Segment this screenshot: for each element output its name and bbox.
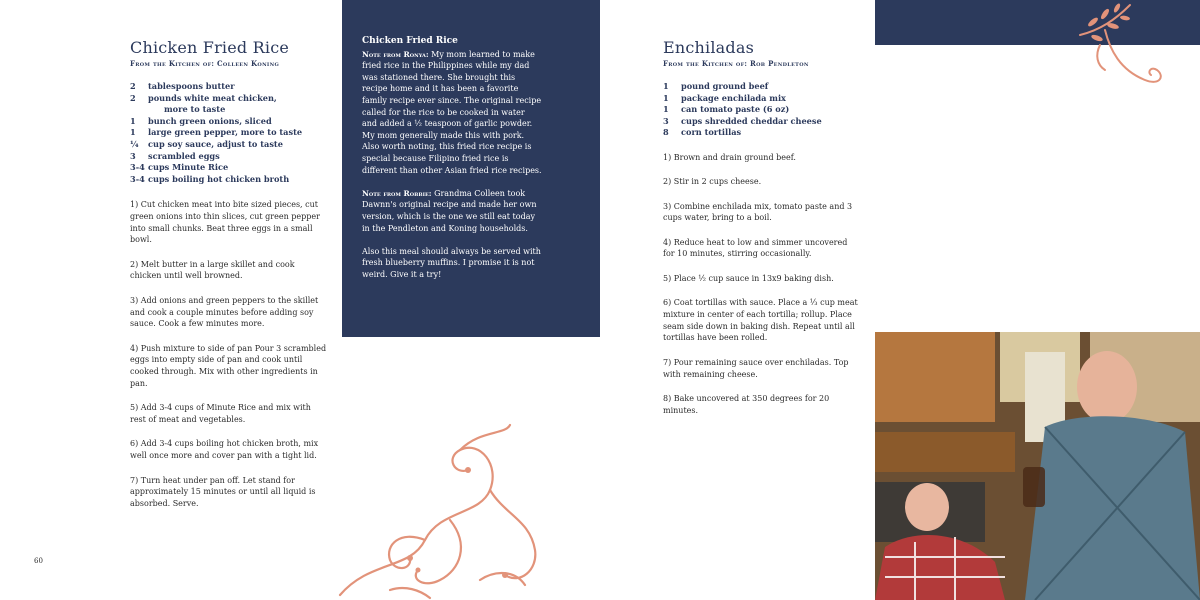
kitchen-credit: From the Kitchen of: Colleen Koning [130,59,280,68]
instructions [130,199,328,522]
step-4: 4) Reduce heat to low and simmer uncovered for 10 minutes, stirring occasionally. [663,237,848,259]
step-1: 1) Brown and drain ground beef. [663,153,796,162]
ingredient-row: 1 can tomato paste (6 oz) [663,104,790,115]
kitchen-credit: From the Kitchen of: Rob Pendleton [663,59,809,68]
ingredient-row: 3 scrambled eggs [130,150,220,161]
page-number: 60 [34,557,43,565]
ingredients-list [663,81,863,139]
ingredient-row: 1 package enchilada mix [663,92,786,103]
ingredient-row: 1 bunch green onions, sliced [130,115,272,126]
family-photo [875,332,1200,600]
step-4: 4) Push mixture to side of pan Pour 3 scrambled eggs into empty side of pan and cook until cooked through. Mix with other ingredients in pan. [130,343,327,389]
ingredient-row: 3-4 cups Minute Rice [130,162,229,173]
photo-illustration [875,332,1200,600]
note-title: Chicken Fried Rice [362,36,458,46]
step-5: 5) Add 3-4 cups of Minute Rice and mix with rest of meat and vegetables. [130,403,311,425]
step-7: 7) Turn heat under pan off. Let stand for approximately 15 minutes or until all liquid is absorbed. Serve. [130,475,316,509]
step-2: 2) Melt butter in a large skillet and cook chicken until well browned. [130,259,295,281]
step-7: 7) Pour remaining sauce over enchiladas. Top with remaining cheese. [663,357,849,379]
step-3: 3) Combine enchilada mix, tomato paste and 3 cups water, bring to a boil. [663,201,853,223]
ingredient-row: 1 large green pepper, more to taste [130,127,303,138]
ingredient-row: ¼ cup soy sauce, adjust to taste [130,138,283,149]
ingredient-row: 3-4 cups boiling hot chicken broth [130,173,290,184]
leaf-branch-ornament-icon [1075,0,1175,100]
note-muffins: Also this meal should always be served with fresh blueberry muffins. I promise it is not weird. Give it a try! [362,246,541,279]
step-6: 6) Coat tortillas with sauce. Place a ⅓ cup meat mixture in center of each tortilla; rollup. Place seam side down in baking dish. Repeat until all tortillas have been rolled. [663,298,858,343]
note-robbie: Note from Robbie: Grandma Colleen took Dawnn's original recipe and made her own version, which is the one we still eat today in the Pendleton and Koning households. [362,188,537,233]
flourish-ornament-icon [330,420,540,600]
ingredient-row: 3 cups shredded cheddar cheese [663,115,822,126]
recipe-title-chicken-fried-rice: Chicken Fried Rice [130,38,290,57]
note-content [362,36,542,292]
ingredient-row: 2 pounds white meat chicken, [130,92,277,103]
recipe-title-enchiladas: Enchiladas [663,38,755,57]
step-2: 2) Stir in 2 cups cheese. [663,177,762,187]
step-6: 6) Add 3-4 cups boiling hot chicken broth, mix well once more and cover pan with a tight lid. [130,439,319,461]
ingredient-row: 2 tablespoons butter [130,81,235,91]
step-1: 1) Cut chicken meat into bite sized pieces, cut green onions into thin slices, cut green pepper into small chunks. Beat three eggs in a small bowl. [130,200,320,245]
step-3: 3) Add onions and green peppers to the skillet and cook a couple minutes before adding soy sauce. Cook a few minutes more. [130,295,319,329]
note-box [342,0,600,337]
step-8: 8) Bake uncovered at 350 degrees for 20 minutes. [663,393,830,415]
step-5: 5) Place ½ cup sauce in 13x9 baking dish. [663,273,834,283]
note-ronya: Note from Ronya: My mom learned to make fried rice in the Philippines while my dad was stationed there. She brought this recipe home and it has been a favorite family recipe ever since. The original recipe called for the rice to be cooked in water and added a ½ teaspoon of garlic powder. My mom generally made this with pork. Also worth noting, this fried rice recipe is special because Filipino fried rice is different than other Asian fried rice recipes. [362,49,542,175]
ingredient-row: more to taste [164,104,226,115]
ingredients-list [130,81,330,185]
instructions [663,152,858,429]
ingredient-row: 1 pound ground beef [663,81,769,91]
ingredient-row: 8 corn tortillas [663,127,742,138]
